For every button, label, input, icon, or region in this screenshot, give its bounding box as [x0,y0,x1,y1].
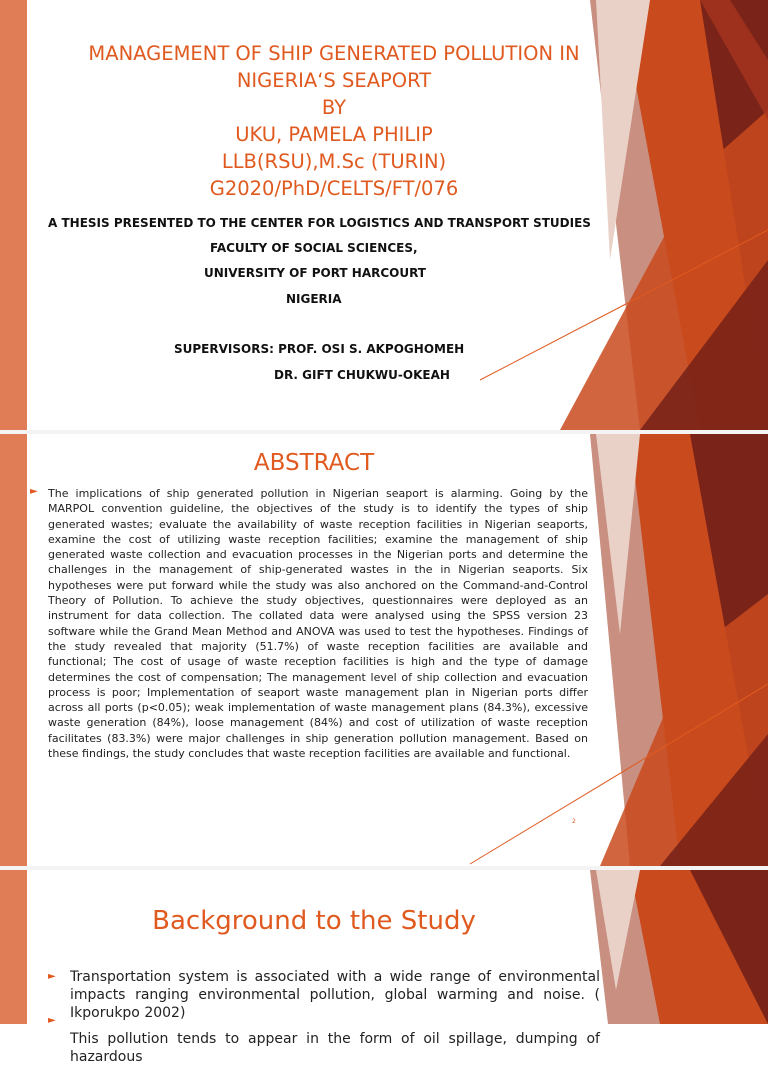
supervisors-line: SUPERVISORS: PROF. OSI S. AKPOGHOMEH [174,342,465,356]
thesis-line: A THESIS PRESENTED TO THE CENTER FOR LOGISTICS AND TRANSPORT STUDIES [48,216,591,230]
supervisor-2-line: DR. GIFT CHUKWU-OKEAH [274,368,450,382]
background-title: Background to the Study [152,906,476,936]
faculty-line: FACULTY OF SOCIAL SCIENCES, [210,241,418,255]
list-item: This pollution tends to appear in the form of oil spillage, dumping of hazardous [70,1031,600,1065]
abstract-text: The implications of ship generated pollution in Nigerian seaport is alarming. Going by the MARPOL convention guideline, the objectives of the study is to identify the types of ship generated wastes; evaluate the availability of waste reception facilities in Nigerian seaports, examine the cost of utilizing waste reception facilities; examine the management of ship generated waste collection and evacuation processes in the Nigerian ports and determine the challenges in the management of ship-generated wastes in the in Nigerian seaports. Six hypotheses were put forward while the study was also anchored on the Command-and-Control Theory of Pollution. To achieve the study objectives, questionnaires were deployed as an instrument for data collection. The collated data were analysed using the SPSS version 23 software while the Grand Mean Method and ANOVA was used to test the hypotheses. Findings of the study revealed that majority (51.7%) of waste reception facilities are available and functional; The cost of usage of waste reception facilities is high and the type of damage determines the cost of compensation; The management level of ship collection and evacuation process is poor; Implementation of seaport waste management plan in Nigerian ports differ across all ports (p<0.05); weak implementation of waste management plans (84.3%), excessive waste generation (84%), loose management (84%) and cost of utilization of waste reception facilitates (83.3%) were major challenges in ship generation pollution management. Based on these findings, the study concludes that waste reception facilities are available and functional. [48,487,588,761]
triangle-bullet-icon: ► [30,486,38,497]
author-name: UKU, PAMELA PHILIP [235,123,433,146]
country-line: NIGERIA [286,292,342,306]
title-line: NIGERIA‘S SEAPORT [236,69,432,92]
matric-number: G2020/PhD/CELTS/FT/076 [209,177,459,200]
triangle-bullet-icon: ► [48,1015,56,1026]
page-number: 2 [572,818,576,825]
background-slide [0,870,768,1065]
abstract-title: ABSTRACT [253,450,375,476]
abstract-slide [0,434,768,866]
title-block [60,40,608,202]
triangle-bullet-icon: ► [48,971,56,982]
author-degrees: LLB(RSU),M.Sc (TURIN) [221,150,447,173]
title-line: BY [321,96,347,119]
background-bullets [70,968,600,1074]
title-line: MANAGEMENT OF SHIP GENERATED POLLUTION IN [88,42,580,65]
title-slide [0,0,768,430]
university-line: UNIVERSITY OF PORT HARCOURT [204,266,426,280]
list-item: Transportation system is associated with a wide range of environmental impacts ranging environmental pollution, global warming and noise. ( Ikporukpo 2002) [70,969,600,1021]
